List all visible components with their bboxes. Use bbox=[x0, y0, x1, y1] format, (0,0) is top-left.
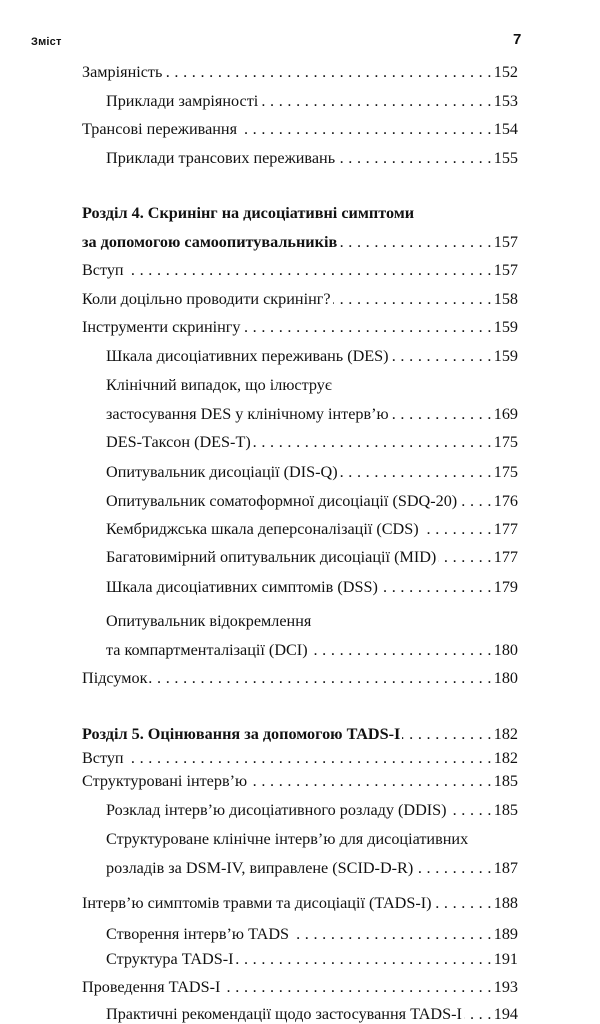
toc-entry-page: 177 bbox=[493, 520, 518, 538]
toc-entry-page: 152 bbox=[493, 63, 518, 82]
toc-entry-title: Опитувальник дисоціації (DIS-Q) bbox=[106, 463, 338, 482]
toc-entry-title: Вступ bbox=[82, 261, 124, 280]
toc-entry-page: 176 bbox=[493, 491, 518, 510]
toc-entry bbox=[106, 829, 518, 849]
toc-entry-title: застосування DES у клінічному інтерв’ю bbox=[106, 404, 389, 423]
toc-entry-page: 158 bbox=[493, 289, 518, 308]
toc-entry-title: Шкала дисоціативних симптомів (DSS) bbox=[106, 578, 378, 597]
toc-entry-page: 179 bbox=[493, 578, 518, 597]
toc-entry-title: Опитувальник відокремлення bbox=[106, 612, 312, 631]
toc-entry-page: 191 bbox=[493, 949, 518, 968]
toc-entry-title: Замріяність bbox=[82, 63, 163, 82]
toc-entry-title: Розділ 5. Оцінювання за допомогою TADS-I bbox=[82, 724, 401, 743]
toc-entry-title: Шкала дисоціативних переживань (DES) bbox=[106, 346, 389, 365]
toc-entry bbox=[106, 1004, 518, 1024]
running-header-section: Зміст bbox=[31, 36, 62, 48]
toc-entry-page: 182 bbox=[493, 749, 518, 767]
toc-entry-page: 175 bbox=[493, 463, 518, 482]
toc-entry-title: Приклади замріяності bbox=[106, 91, 259, 110]
dot-leader bbox=[434, 893, 492, 913]
toc-entry-page: 185 bbox=[493, 772, 518, 790]
toc-entry-title: Структура TADS-I bbox=[106, 949, 234, 968]
dot-leader bbox=[236, 949, 492, 969]
toc-entry-title: за допомогою самоопитувальників bbox=[82, 232, 338, 251]
toc-entry-title: Розклад інтерв’ю дисоціативного розладу (DDIS) bbox=[106, 800, 447, 819]
toc-entry-title: Підсумок bbox=[82, 669, 148, 687]
toc-entry-page: 185 bbox=[493, 800, 518, 819]
toc-entry-page: 153 bbox=[493, 91, 518, 110]
dot-leader bbox=[415, 858, 491, 878]
toc-entry-page: 193 bbox=[493, 978, 518, 996]
toc-entry-title: Розділ 4. Скринінг на дисоціативні симптоми bbox=[82, 204, 415, 223]
toc-entry-title: Трансові переживання bbox=[82, 120, 238, 139]
toc-entry-page: 177 bbox=[493, 548, 518, 567]
toc-entry-page: 188 bbox=[493, 893, 518, 912]
toc-entry-page: 194 bbox=[493, 1005, 518, 1024]
toc-entry-title: Інструменти скринінгу bbox=[82, 318, 241, 337]
toc-entry-title: Створення інтерв’ю TADS bbox=[106, 925, 290, 944]
toc-entry-page: 154 bbox=[493, 120, 518, 139]
toc-entry bbox=[106, 858, 518, 878]
toc-entry-page: 175 bbox=[493, 433, 518, 452]
toc-entry bbox=[82, 893, 518, 913]
toc-entry-title: Інтерв’ю симптомів травми та дисоціації (TADS-I) bbox=[82, 893, 432, 912]
toc-entry bbox=[106, 949, 518, 969]
toc-entry bbox=[82, 977, 518, 997]
toc-entry-title: Багатовимірний опитувальник дисоціації (MID) bbox=[106, 548, 437, 567]
toc-entry-title: DES-Таксон (DES-T) bbox=[106, 433, 251, 452]
toc-entry-title: Опитувальник соматоформної дисоціації (SDQ-20) bbox=[106, 491, 458, 510]
toc-entry-page: 159 bbox=[493, 346, 518, 365]
toc-entry-page: 182 bbox=[493, 724, 518, 743]
toc-entry-title: Практичні рекомендації щодо застосування TADS-I bbox=[106, 1005, 462, 1024]
toc-entry-page: 155 bbox=[493, 148, 518, 167]
page-number: 7 bbox=[513, 31, 522, 48]
dot-leader bbox=[464, 1004, 492, 1024]
toc-entry-page: 187 bbox=[493, 858, 518, 877]
toc-entry-title: Проведення TADS-I bbox=[82, 978, 221, 996]
toc-entry-page: 180 bbox=[493, 669, 518, 687]
toc-entry-title: та компартменталізації (DCI) bbox=[106, 640, 308, 659]
toc-entry-title: розладів за DSM-IV, виправлене (SCID-D-R) bbox=[106, 858, 414, 877]
dot-leader bbox=[291, 924, 492, 944]
toc-entry-page: 180 bbox=[493, 640, 518, 659]
toc-entry-page: 189 bbox=[493, 925, 518, 944]
toc-entry-page: 169 bbox=[493, 404, 518, 423]
toc-entry-page: 157 bbox=[493, 232, 518, 251]
toc-entry-title: Вступ bbox=[82, 749, 124, 767]
toc-entry-title: Коли доцільно проводити скринінг? bbox=[82, 289, 331, 308]
toc-entry-title: Структуроване клінічне інтерв’ю для дисоціативних bbox=[106, 830, 469, 849]
toc-entry-title: Кембриджська шкала деперсоналізації (CDS) bbox=[106, 520, 419, 538]
toc-entry-title: Структуровані інтерв’ю bbox=[82, 772, 248, 790]
toc-entry-title: Клінічний випадок, що ілюструє bbox=[106, 376, 332, 395]
dot-leader bbox=[222, 977, 491, 997]
toc-entry bbox=[106, 924, 518, 944]
toc-entry-page: 159 bbox=[493, 318, 518, 337]
toc-entry-title: Приклади трансових переживань bbox=[106, 148, 336, 167]
toc-entry-page: 157 bbox=[493, 261, 518, 280]
